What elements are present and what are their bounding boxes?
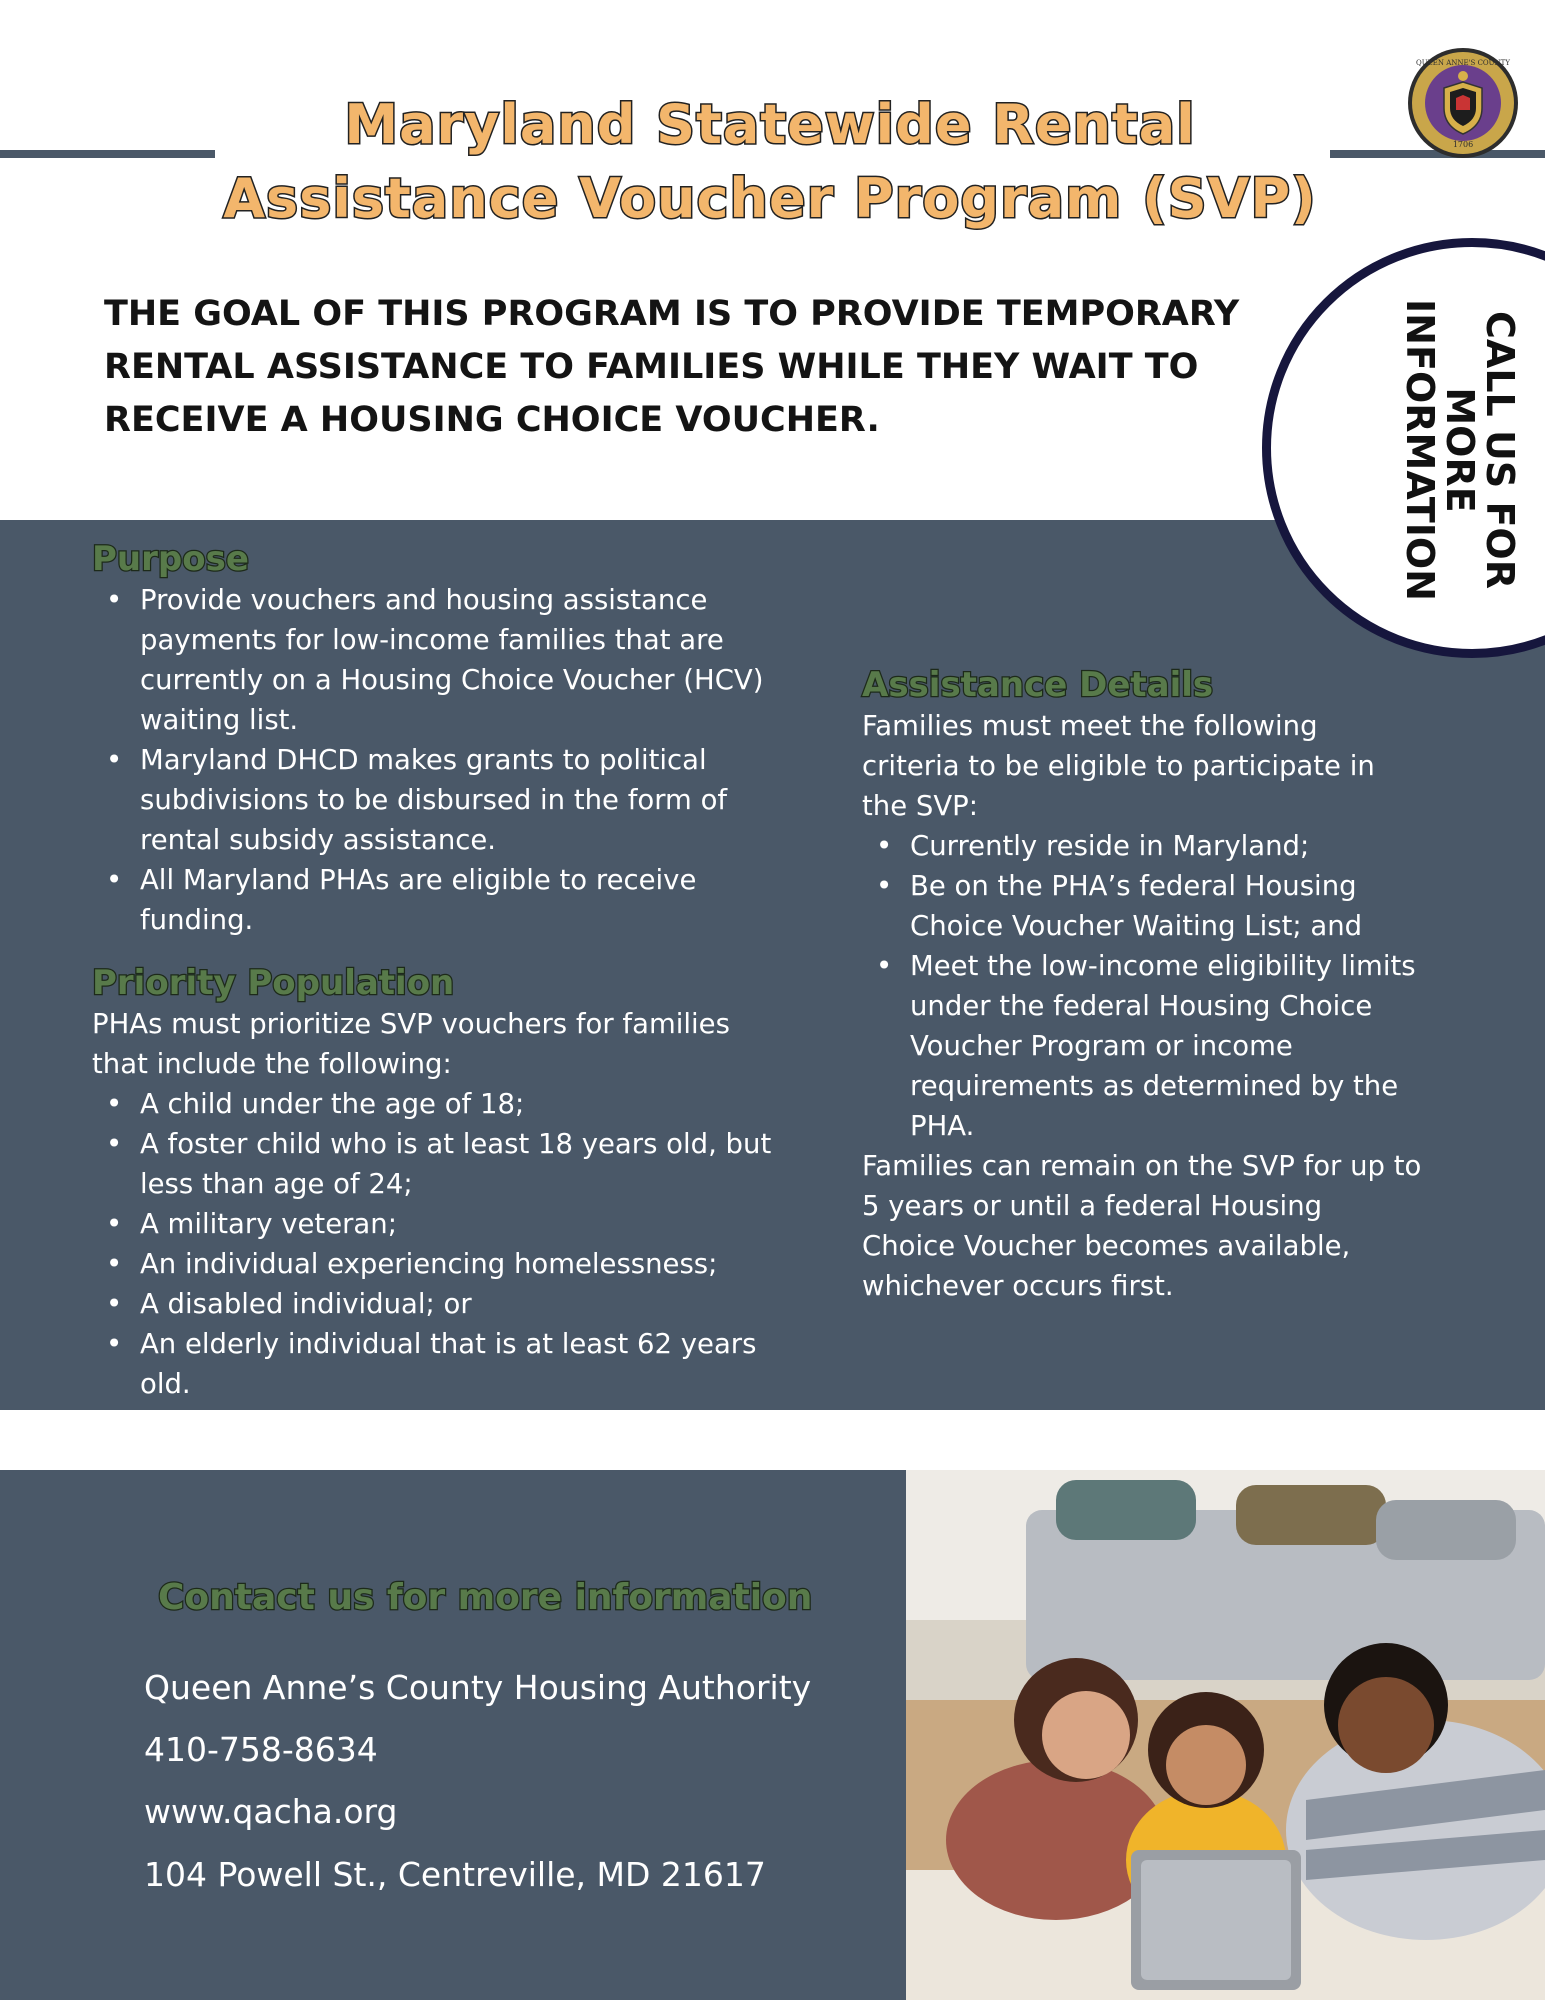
priority-intro: PHAs must prioritize SVP vouchers for families that include the following: — [92, 1008, 730, 1080]
purpose-list — [92, 580, 782, 940]
list-item: • Currently reside in Maryland; — [862, 826, 1422, 866]
call-us-line-3: INFORMATION — [1398, 299, 1442, 601]
title-line-2: Assistance Voucher Program (SVP) — [223, 167, 1317, 230]
county-seal-logo — [1406, 46, 1520, 160]
right-column — [862, 664, 1422, 1306]
assistance-heading: Assistance Details — [862, 665, 1214, 705]
list-item: • An individual experiencing homelessness; — [92, 1244, 782, 1284]
list-item: • All Maryland PHAs are eligible to receive funding. — [92, 860, 782, 940]
call-us-line-2: MORE — [1438, 387, 1482, 513]
list-item: • Meet the low-income eligibility limits under the federal Housing Choice Voucher Program or income requirements as determined by the PHA. — [862, 946, 1422, 1146]
title-line-1: Maryland Statewide Rental — [344, 93, 1196, 156]
seal-year: 1706 — [1452, 140, 1474, 149]
call-us-text — [1380, 270, 1520, 630]
family-photo — [906, 1470, 1545, 2000]
contact-website[interactable]: www.qacha.org — [144, 1792, 398, 1831]
list-item: • An elderly individual that is at least 62 years old. — [92, 1324, 782, 1404]
list-item: • A foster child who is at least 18 years old, but less than age of 24; — [92, 1124, 782, 1204]
assistance-intro: Families must meet the following criteria to be eligible to participate in the SVP: — [862, 710, 1375, 822]
contact-phone[interactable]: 410-758-8634 — [144, 1730, 378, 1769]
left-column — [92, 538, 782, 1404]
list-item: • A disabled individual; or — [92, 1284, 782, 1324]
page-title — [160, 88, 1380, 236]
program-goal: THE GOAL OF THIS PROGRAM IS TO PROVIDE TEMPORARY RENTAL ASSISTANCE TO FAMILIES WHILE THEY WAIT TO RECEIVE A HOUSING CHOICE VOUCHER. — [104, 294, 1240, 440]
list-item: • Be on the PHA’s federal Housing Choice Voucher Waiting List; and — [862, 866, 1422, 946]
list-item: • A military veteran; — [92, 1204, 782, 1244]
seal-top-text: QUEEN ANNE'S COUNTY — [1416, 59, 1510, 67]
list-item: • A child under the age of 18; — [92, 1084, 782, 1124]
family-photo-illustration — [906, 1470, 1545, 2000]
priority-list — [92, 1084, 782, 1404]
priority-heading: Priority Population — [92, 963, 455, 1003]
list-item: • Maryland DHCD makes grants to political subdivisions to be disbursed in the form of rental subsidy assistance. — [92, 740, 782, 860]
contact-organization: Queen Anne’s County Housing Authority — [144, 1668, 812, 1707]
assistance-list — [862, 826, 1422, 1146]
call-us-line-1: CALL US FOR — [1478, 311, 1522, 589]
purpose-heading: Purpose — [92, 539, 249, 579]
contact-heading: Contact us for more information — [158, 1577, 813, 1618]
assistance-outro: Families can remain on the SVP for up to 5 years or until a federal Housing Choice Voucher becomes available, whichever occurs first. — [862, 1150, 1422, 1302]
list-item: • Provide vouchers and housing assistance payments for low-income families that are currently on a Housing Choice Voucher (HCV) waiting list. — [92, 580, 782, 740]
contact-address: 104 Powell St., Centreville, MD 21617 — [144, 1855, 766, 1894]
